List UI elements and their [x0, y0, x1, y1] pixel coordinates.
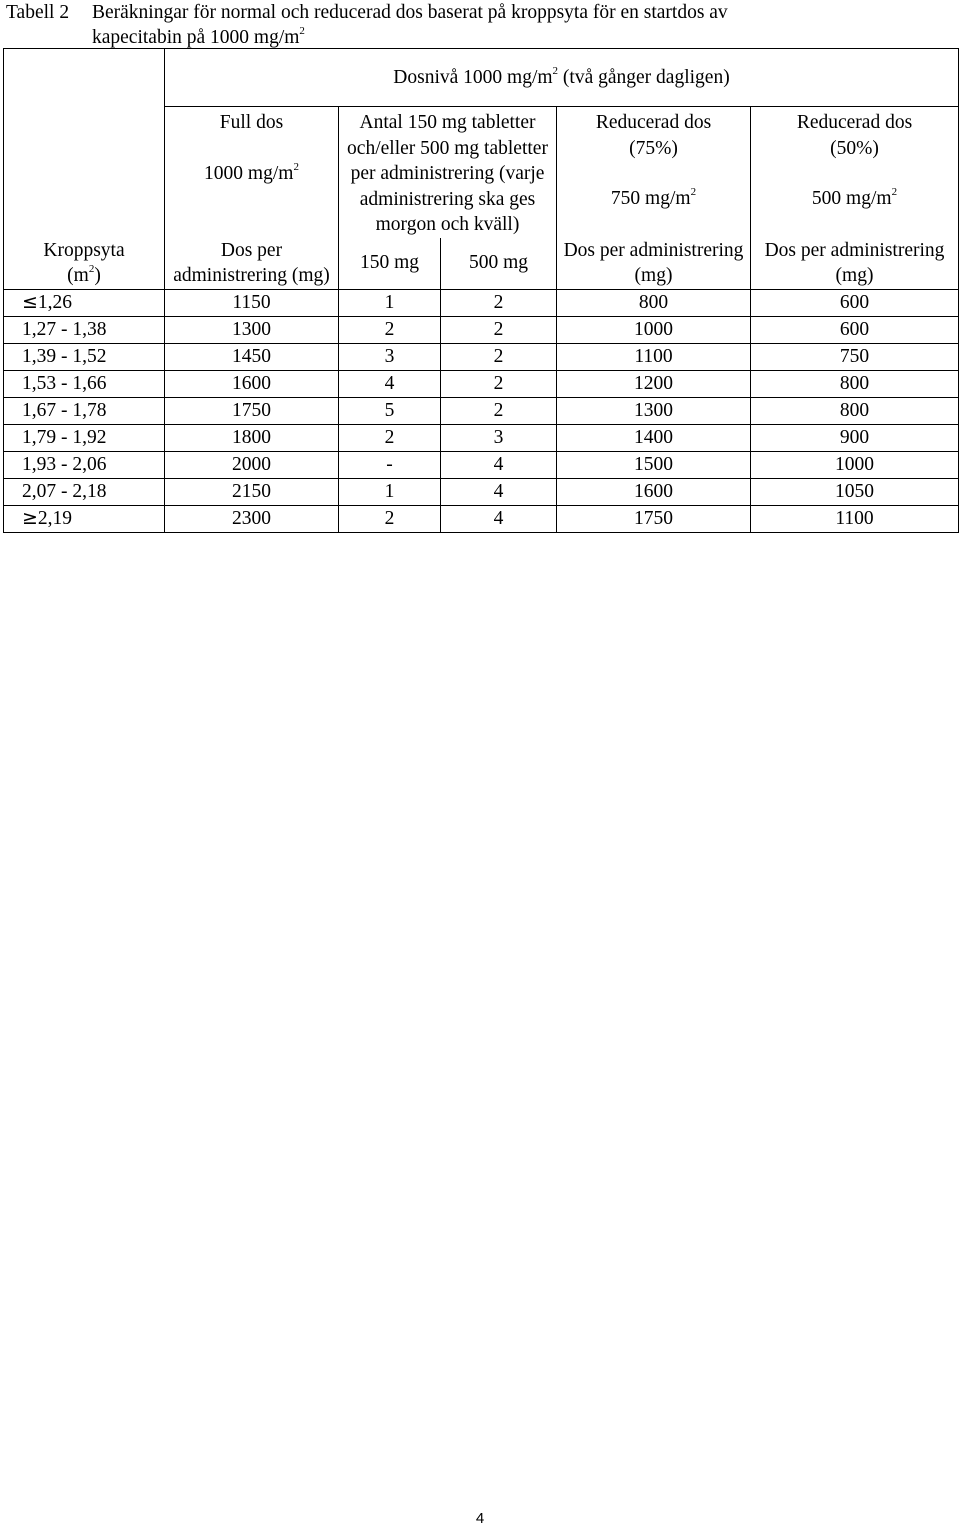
caption-label: Tabell 2: [6, 2, 70, 23]
reduced-75-header: [557, 107, 751, 238]
reduced-75-cell: 1100: [557, 343, 751, 370]
full-dose-cell: 1600: [165, 370, 339, 397]
tab-500-header: 500 mg: [441, 238, 557, 290]
tab-150-cell: 2: [339, 505, 441, 532]
tab-150-cell: 4: [339, 370, 441, 397]
bsa-value: 1,39 - 1,52: [22, 345, 107, 367]
table-caption: [6, 0, 946, 50]
bsa-value: 1,79 - 1,92: [22, 426, 107, 448]
bsa-cell: [4, 451, 165, 478]
reduced-75-cell: 1300: [557, 397, 751, 424]
caption-title-cont: kapecitabin på 1000 mg/m: [92, 27, 300, 48]
header-row-units: [4, 238, 959, 290]
reduced-50-sup: 2: [891, 186, 898, 198]
tab-150-header: 150 mg: [339, 238, 441, 290]
reduced-50-cell: 1100: [751, 505, 959, 532]
bsa-cell: [4, 478, 165, 505]
header-row-groups: [4, 107, 959, 238]
full-dose-amount: 1000 mg/m: [204, 162, 294, 184]
tab-500-cell: 2: [441, 397, 557, 424]
reduced-50-cell: 1000: [751, 451, 959, 478]
full-dose-cell: 1450: [165, 343, 339, 370]
reduced-75-sup: 2: [690, 186, 697, 198]
tab-500-cell: 4: [441, 451, 557, 478]
full-dose-cell: 2000: [165, 451, 339, 478]
full-dose-cell: 2150: [165, 478, 339, 505]
tab-150-cell: -: [339, 451, 441, 478]
bsa-cell: [4, 397, 165, 424]
table-row: [4, 451, 959, 478]
bsa-cell: [4, 505, 165, 532]
tablets-header: [339, 107, 557, 238]
reduced-75-cell: 1500: [557, 451, 751, 478]
caption-line-2: [6, 25, 946, 50]
table-row: [4, 478, 959, 505]
full-dose-cell: 1150: [165, 289, 339, 316]
tab-500-cell: 2: [441, 370, 557, 397]
tab-500-cell: 2: [441, 289, 557, 316]
reduced-50-cell: 800: [751, 397, 959, 424]
tab-150-cell: 2: [339, 316, 441, 343]
reduced-75-title: Reducerad dos: [595, 112, 712, 133]
reduced-50-cell: 750: [751, 343, 959, 370]
tab-150-cell: 2: [339, 424, 441, 451]
reduced-50-amount: 500 mg/m: [811, 188, 892, 209]
bsa-header: [4, 238, 165, 290]
bsa-cell: [4, 343, 165, 370]
bsa-value: 2,07 - 2,18: [22, 480, 107, 502]
table-row: [4, 370, 959, 397]
dose-level-text: Dosnivå 1000 mg/m: [393, 66, 553, 88]
full-dose-cell: 1750: [165, 397, 339, 424]
full-dose-cell: 1800: [165, 424, 339, 451]
page-number: 4: [475, 1510, 485, 1527]
reduced-50-cell: 600: [751, 289, 959, 316]
bsa-cell: [4, 316, 165, 343]
bsa-spacer-cell: [4, 107, 165, 238]
reduced-75-unit-header: Dos per administrering (mg): [557, 238, 751, 290]
reduced-75-cell: 1400: [557, 424, 751, 451]
full-dose-cell: 2300: [165, 505, 339, 532]
reduced-75-cell: 1600: [557, 478, 751, 505]
tab-500-cell: 4: [441, 505, 557, 532]
reduced-75-cell: 1750: [557, 505, 751, 532]
full-dose-header: [165, 107, 339, 238]
dose-level-header: [165, 49, 959, 107]
reduced-50-header: [751, 107, 959, 238]
reduced-50-cell: 800: [751, 370, 959, 397]
tab-500-cell: 2: [441, 343, 557, 370]
bsa-value: 2,19: [37, 508, 73, 529]
table-body: [4, 289, 959, 532]
dose-level-sup: 2: [552, 64, 559, 77]
bsa-unit-open: (m: [67, 265, 89, 286]
reduced-50-unit-header: Dos per administrering (mg): [751, 238, 959, 290]
tab-150-cell: 3: [339, 343, 441, 370]
reduced-75-cell: 1200: [557, 370, 751, 397]
bsa-value: 1,53 - 1,66: [22, 372, 107, 394]
caption-title: Beräkningar för normal och reducerad dos baserat på kroppsyta för en startdos av: [92, 2, 728, 23]
dose-level-suffix: (två gånger dagligen): [558, 66, 730, 88]
reduced-50-pct: (50%): [830, 137, 879, 159]
full-dose-unit-header: Dos per administrering (mg): [165, 238, 339, 290]
comparison-symbol: ≥: [22, 507, 38, 529]
full-dose-cell: 1300: [165, 316, 339, 343]
table-row: [4, 316, 959, 343]
dose-table: [3, 48, 959, 533]
bsa-value: 1,27 - 1,38: [22, 318, 107, 340]
bsa-unit-close: ): [94, 265, 101, 286]
tab-150-cell: 1: [339, 289, 441, 316]
reduced-50-cell: 1050: [751, 478, 959, 505]
tab-150-cell: 5: [339, 397, 441, 424]
full-dose-title: Full dos: [219, 112, 284, 133]
bsa-title: Kroppsyta: [43, 239, 125, 261]
bsa-value: 1,93 - 2,06: [22, 453, 107, 475]
table-row: [4, 397, 959, 424]
table-row: [4, 424, 959, 451]
bsa-value: 1,67 - 1,78: [22, 399, 107, 421]
tablets-title: Antal 150 mg tabletter och/eller 500 mg tabletter per administrering (varje administrering ska ges morgon och kväll): [347, 112, 548, 235]
bsa-cell: [4, 370, 165, 397]
reduced-50-title: Reducerad dos: [796, 112, 913, 133]
bsa-cell: [4, 289, 165, 316]
bsa-unit-sup: 2: [88, 263, 95, 275]
bsa-cell: [4, 424, 165, 451]
header-empty-cell: [4, 49, 165, 107]
tab-500-cell: 2: [441, 316, 557, 343]
reduced-75-amount: 750 mg/m: [610, 188, 691, 209]
tab-500-cell: 3: [441, 424, 557, 451]
table-row: [4, 289, 959, 316]
reduced-50-cell: 600: [751, 316, 959, 343]
table-row: [4, 505, 959, 532]
table-row: [4, 343, 959, 370]
reduced-75-cell: 1000: [557, 316, 751, 343]
tab-150-cell: 1: [339, 478, 441, 505]
reduced-75-cell: 800: [557, 289, 751, 316]
caption-line-1: [6, 0, 946, 25]
tab-500-cell: 4: [441, 478, 557, 505]
header-row-dose-level: [4, 49, 959, 107]
reduced-75-pct: (75%): [629, 137, 678, 159]
full-dose-sup: 2: [293, 160, 299, 173]
comparison-symbol: ≤: [22, 291, 38, 313]
reduced-50-cell: 900: [751, 424, 959, 451]
caption-sup: 2: [299, 25, 305, 37]
bsa-value: 1,26: [37, 292, 73, 313]
